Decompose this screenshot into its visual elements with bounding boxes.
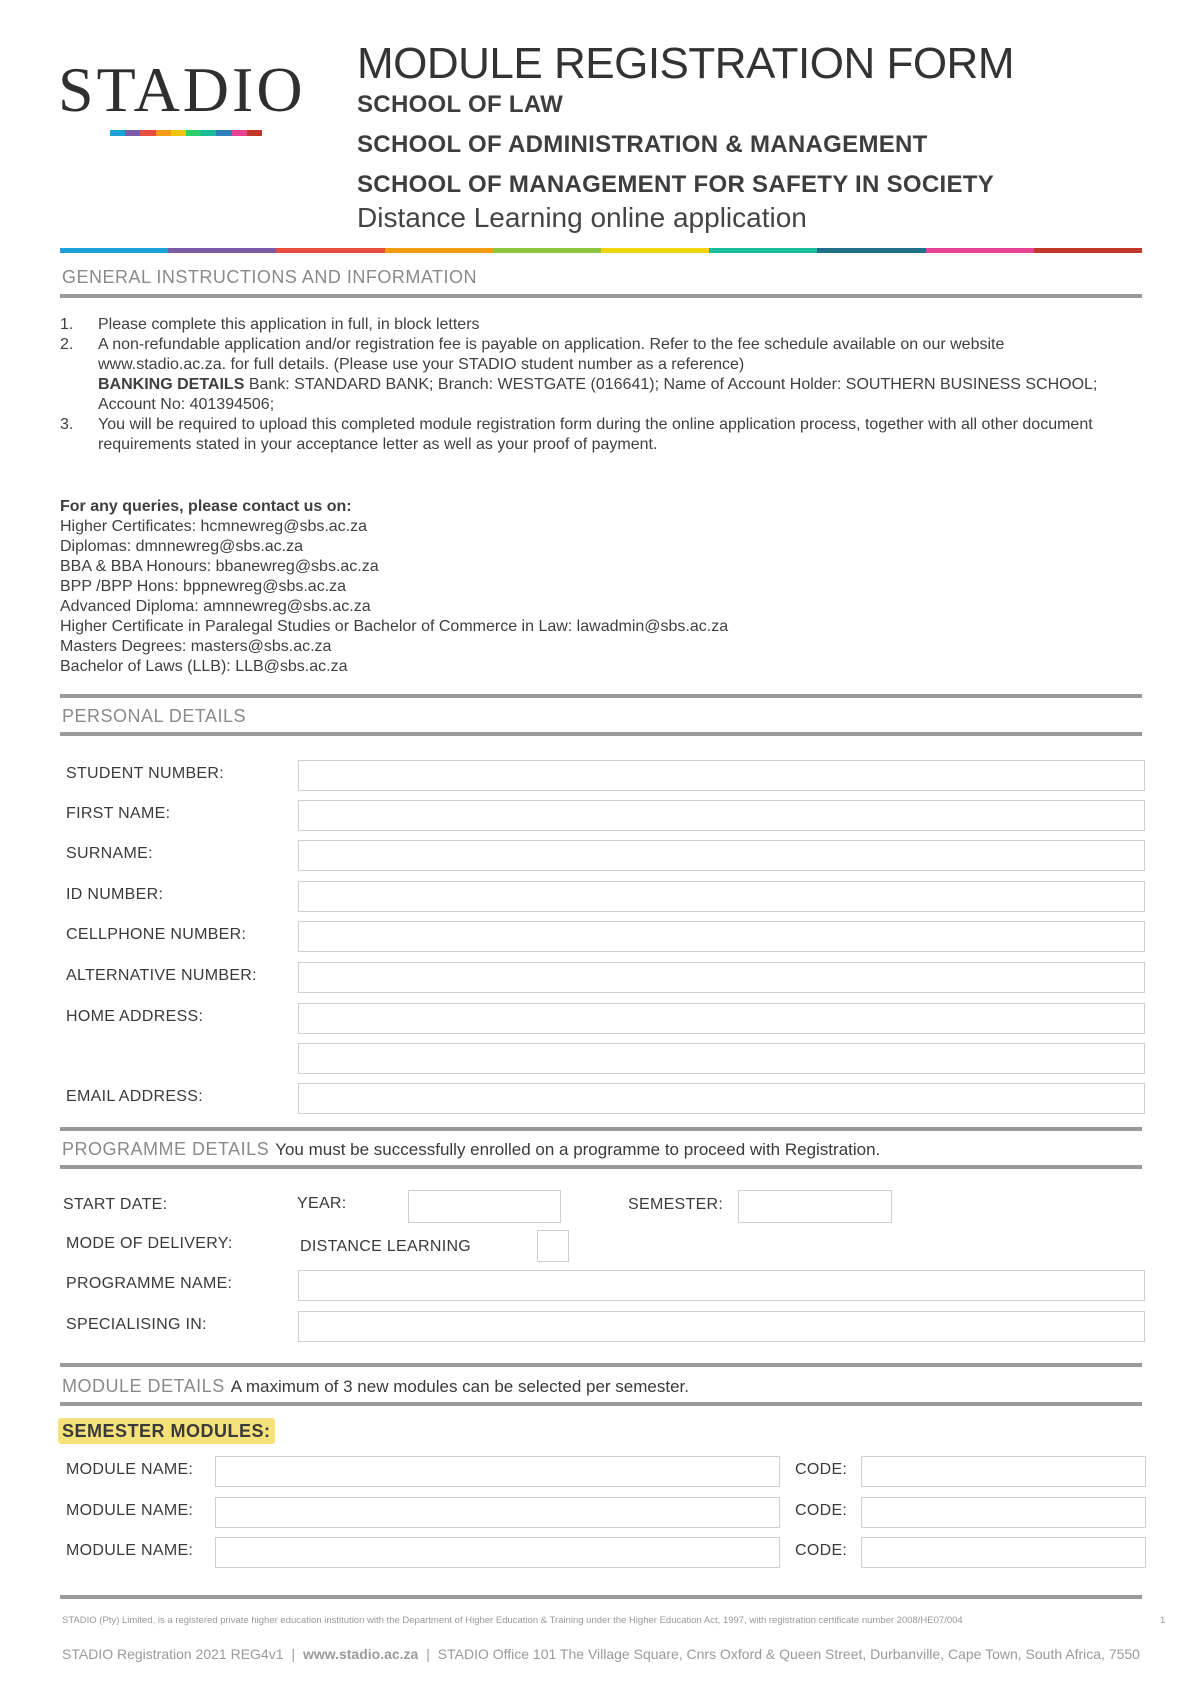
- rainbow-segment: [709, 248, 817, 253]
- module-name-label: MODULE NAME:: [66, 1502, 194, 1519]
- programme-name-field[interactable]: [298, 1270, 1145, 1301]
- home-address-label: HOME ADDRESS:: [66, 1008, 204, 1025]
- rainbow-segment: [601, 248, 709, 253]
- start-date-label: START DATE:: [63, 1196, 168, 1213]
- logo-color-bar: [110, 130, 262, 136]
- contact-item: Advanced Diploma: amnnewreg@sbs.ac.za: [60, 598, 371, 615]
- logo-color-segment: [156, 130, 171, 136]
- rainbow-segment: [926, 248, 1034, 253]
- semester-field[interactable]: [738, 1190, 892, 1223]
- rainbow-segment: [817, 248, 925, 253]
- rainbow-segment: [1034, 248, 1142, 253]
- section-divider: [60, 1127, 1142, 1131]
- section-divider: [60, 694, 1142, 698]
- logo-color-segment: [201, 130, 216, 136]
- distance-learning-checkbox[interactable]: [537, 1230, 569, 1262]
- module-note: A maximum of 3 new modules can be selected per semester.: [230, 1377, 689, 1396]
- form-title: MODULE REGISTRATION FORM: [357, 39, 1014, 88]
- contact-item: Bachelor of Laws (LLB): LLB@sbs.ac.za: [60, 658, 348, 675]
- student-number-field[interactable]: [298, 760, 1145, 791]
- footer-info: STADIO Registration 2021 REG4v1 | www.stadio.ac.za | STADIO Office 101 The Village Square, Cnrs Oxford & Queen Street, Durbanville, Cape Town, South Africa, 7550: [62, 1646, 1140, 1662]
- year-label: YEAR:: [297, 1195, 347, 1212]
- logo-color-segment: [232, 130, 247, 136]
- instruction-item: 1. Please complete this application in full, in block letters: [60, 316, 480, 333]
- module-code-field-1[interactable]: [861, 1456, 1146, 1487]
- form-subtitle: Distance Learning online application: [357, 202, 807, 233]
- rainbow-segment: [60, 248, 168, 253]
- student-number-label: STUDENT NUMBER:: [66, 765, 224, 782]
- code-label: CODE:: [795, 1461, 848, 1478]
- programme-section-title: PROGRAMME DETAILS You must be successfully enrolled on a programme to proceed with Registration.: [62, 1139, 881, 1159]
- contact-item: Diplomas: dmnnewreg@sbs.ac.za: [60, 538, 304, 555]
- rainbow-segment: [385, 248, 493, 253]
- section-divider: [60, 1363, 1142, 1367]
- section-divider: [60, 1165, 1142, 1169]
- school-administration: SCHOOL OF ADMINISTRATION & MANAGEMENT: [357, 131, 928, 158]
- alternative-number-label: ALTERNATIVE NUMBER:: [66, 967, 257, 984]
- personal-section-title: PERSONAL DETAILS: [62, 706, 247, 726]
- alternative-number-field[interactable]: [298, 962, 1145, 993]
- contact-item: Masters Degrees: masters@sbs.ac.za: [60, 638, 332, 655]
- home-address-field-line2[interactable]: [298, 1043, 1145, 1074]
- contact-item: BBA & BBA Honours: bbanewreg@sbs.ac.za: [60, 558, 379, 575]
- module-name-label: MODULE NAME:: [66, 1461, 194, 1478]
- module-name-field-3[interactable]: [215, 1537, 780, 1568]
- cellphone-label: CELLPHONE NUMBER:: [66, 926, 247, 943]
- home-address-field-line1[interactable]: [298, 1003, 1145, 1034]
- mode-of-delivery-label: MODE OF DELIVERY:: [66, 1235, 233, 1252]
- school-safety: SCHOOL OF MANAGEMENT FOR SAFETY IN SOCIETY: [357, 171, 995, 198]
- school-law: SCHOOL OF LAW: [357, 91, 564, 118]
- specialising-label: SPECIALISING IN:: [66, 1316, 207, 1333]
- website-link[interactable]: www.stadio.ac.za: [302, 1646, 419, 1662]
- first-name-field[interactable]: [298, 800, 1145, 831]
- module-name-field-2[interactable]: [215, 1497, 780, 1528]
- module-name-field-1[interactable]: [215, 1456, 780, 1487]
- rainbow-segment: [276, 248, 384, 253]
- programme-name-label: PROGRAMME NAME:: [66, 1275, 233, 1292]
- section-divider: [60, 1402, 1142, 1406]
- contact-item: BPP /BPP Hons: bppnewreg@sbs.ac.za: [60, 578, 347, 595]
- surname-label: SURNAME:: [66, 845, 153, 862]
- surname-field[interactable]: [298, 840, 1145, 871]
- logo-color-segment: [125, 130, 140, 136]
- specialising-field[interactable]: [298, 1311, 1145, 1342]
- rainbow-segment: [493, 248, 601, 253]
- rainbow-divider: [60, 248, 1142, 253]
- year-field[interactable]: [408, 1190, 561, 1223]
- section-divider: [60, 294, 1142, 298]
- contact-item: Higher Certificates: hcmnewreg@sbs.ac.za: [60, 518, 368, 535]
- semester-modules-label: SEMESTER MODULES:: [58, 1421, 275, 1442]
- code-label: CODE:: [795, 1502, 848, 1519]
- id-number-label: ID NUMBER:: [66, 886, 164, 903]
- id-number-field[interactable]: [298, 881, 1145, 912]
- general-section-title: GENERAL INSTRUCTIONS AND INFORMATION: [62, 267, 478, 287]
- footer-divider: [60, 1595, 1142, 1599]
- programme-note: You must be successfully enrolled on a programme to proceed with Registration.: [275, 1140, 881, 1159]
- instruction-item: 3. You will be required to upload this completed module registration form during the online application process, together with all other document requirements stated in your acceptance letter as well as your proof of payment.: [60, 416, 1093, 453]
- instruction-item: 2. A non-refundable application and/or registration fee is payable on application. Refer to the fee schedule available on our website www.stadio.ac.za. for full details. (Please use your STADIO student number as a reference): [60, 336, 1005, 373]
- logo-color-segment: [110, 130, 125, 136]
- email-field[interactable]: [298, 1083, 1145, 1114]
- logo-color-segment: [171, 130, 186, 136]
- logo-color-segment: [247, 130, 262, 136]
- legal-notice: STADIO (Pty) Limited, is a registered private higher education institution with the Department of Higher Education & Training under the Higher Education Act, 1997, with registration certificate number 2008/HE07/004: [62, 1615, 963, 1626]
- cellphone-field[interactable]: [298, 921, 1145, 952]
- code-label: CODE:: [795, 1542, 848, 1559]
- email-label: EMAIL ADDRESS:: [66, 1088, 203, 1105]
- semester-label: SEMESTER:: [628, 1196, 724, 1213]
- first-name-label: FIRST NAME:: [66, 805, 171, 822]
- module-section-title: MODULE DETAILS A maximum of 3 new modules can be selected per semester.: [62, 1376, 689, 1396]
- banking-details: BANKING DETAILS Bank: STANDARD BANK; Branch: WESTGATE (016641); Name of Account Holder: SOUTHERN BUSINESS SCHOOL; Account No: 401394506;: [98, 376, 1098, 413]
- module-code-field-2[interactable]: [861, 1497, 1146, 1528]
- distance-learning-label: DISTANCE LEARNING: [300, 1238, 472, 1255]
- stadio-logo: STADIO: [58, 54, 306, 125]
- module-code-field-3[interactable]: [861, 1537, 1146, 1568]
- logo-color-segment: [186, 130, 201, 136]
- logo-color-segment: [216, 130, 231, 136]
- contact-heading: For any queries, please contact us on:: [60, 498, 352, 515]
- logo-color-segment: [140, 130, 155, 136]
- page-number: 1: [1160, 1615, 1166, 1626]
- instructions-list: [60, 315, 1120, 455]
- rainbow-segment: [168, 248, 276, 253]
- module-name-label: MODULE NAME:: [66, 1542, 194, 1559]
- section-divider: [60, 732, 1142, 736]
- contact-item: Higher Certificate in Paralegal Studies or Bachelor of Commerce in Law: lawadmin@sbs.ac.za: [60, 618, 729, 635]
- contact-list: [60, 497, 728, 677]
